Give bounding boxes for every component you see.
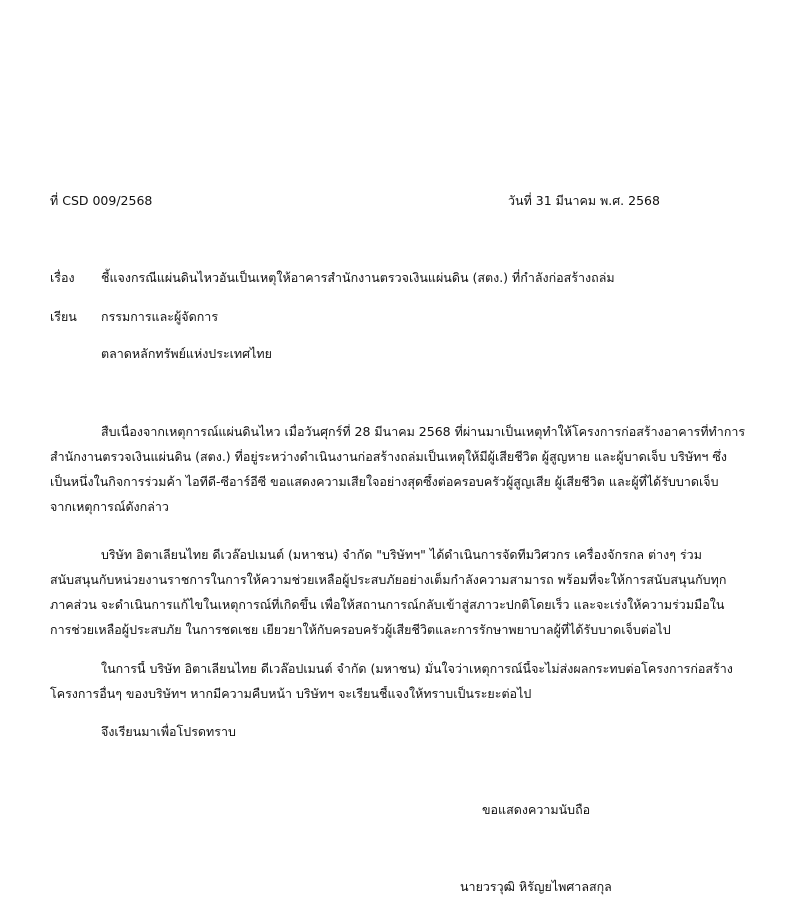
- paragraph-1-line-4: จากเหตุการณ์ดังกล่าว: [50, 499, 169, 514]
- signatory-name: นายวรวุฒิ หิรัญยไพศาลสกุล: [460, 879, 612, 894]
- reference-number: ที่ CSD 009/2568: [50, 193, 153, 208]
- paragraph-1-line-2: สำนักงานตรวจเงินแผ่นดิน (สตง.) ที่อยู่ระหว่างดำเนินงานก่อสร้างถล่มเป็นเหตุให้มีผู้เสียชีวิต ผู้สูญหาย และผู้บาดเจ็บ บริษัทฯ ซึ่ง: [50, 449, 728, 464]
- paragraph-2-line-3: ภาคส่วน จะดำเนินการแก้ไขในเหตุการณ์ที่เกิดขึ้น เพื่อให้สถานการณ์กลับเข้าสู่สภาวะปกติโดยเร็ว และจะเร่งให้ความร่วมมือใน: [50, 597, 725, 612]
- paragraph-2-line-1: บริษัท อิตาเลียนไทย ดีเวล๊อปเมนต์ (มหาชน) จำกัด "บริษัทฯ" ได้ดำเนินการจัดทีมวิศวกร เครื่องจักรกล ต่างๆ ร่วม: [101, 547, 702, 562]
- paragraph-3-line-2: โครงการอื่นๆ ของบริษัทฯ หากมีความคืบหน้า บริษัทฯ จะเรียนชี้แจงให้ทราบเป็นระยะต่อไป: [50, 686, 532, 701]
- paragraph-1-line-1: สืบเนื่องจากเหตุการณ์แผ่นดินไหว เมื่อวันศุกร์ที่ 28 มีนาคม 2568 ที่ผ่านมาเป็นเหตุทำให้โครงการก่อสร้างอาคารที่ทำการ: [101, 424, 746, 439]
- paragraph-3-line-1: ในการนี้ บริษัท อิตาเลียนไทย ดีเวล๊อปเมนต์ จำกัด (มหาชน) มั่นใจว่าเหตุการณ์นี้จะไม่ส่งผลกระทบต่อโครงการก่อสร้าง: [101, 661, 733, 676]
- recipient-line-1: กรรมการและผู้จัดการ: [101, 309, 219, 324]
- recipient-label: เรียน: [50, 309, 77, 324]
- sign-off: ขอแสดงความนับถือ: [482, 802, 591, 817]
- closing-request: จึงเรียนมาเพื่อโปรดทราบ: [101, 724, 236, 739]
- subject-text: ชี้แจงกรณีแผ่นดินไหวอันเป็นเหตุให้อาคารสำนักงานตรวจเงินแผ่นดิน (สตง.) ที่กำลังก่อสร้างถล่ม: [101, 270, 615, 285]
- subject-label: เรื่อง: [50, 270, 75, 285]
- paragraph-2-line-4: การช่วยเหลือผู้ประสบภัย ในการชดเชย เยียวยาให้กับครอบครัวผู้เสียชีวิตและการรักษาพยาบาลผู้ที่ได้รับบาดเจ็บต่อไป: [50, 622, 671, 637]
- paragraph-2-line-2: สนับสนุนกับหน่วยงานราชการในการให้ความช่วยเหลือผู้ประสบภัยอย่างเต็มกำลังความสามารถ พร้อมที่จะให้การสนับสนุนกับทุก: [50, 572, 727, 587]
- recipient-line-2: ตลาดหลักทรัพย์แห่งประเทศไทย: [101, 346, 272, 361]
- paragraph-1-line-3: เป็นหนึ่งในกิจการร่วมค้า ไอทีดี-ซีอาร์อีซี ขอแสดงความเสียใจอย่างสุดซึ้งต่อครอบครัวผู้สูญเสีย ผู้เสียชีวิต และผู้ที่ได้รับบาดเจ็บ: [50, 474, 719, 489]
- letter-date: วันที่ 31 มีนาคม พ.ศ. 2568: [508, 193, 660, 208]
